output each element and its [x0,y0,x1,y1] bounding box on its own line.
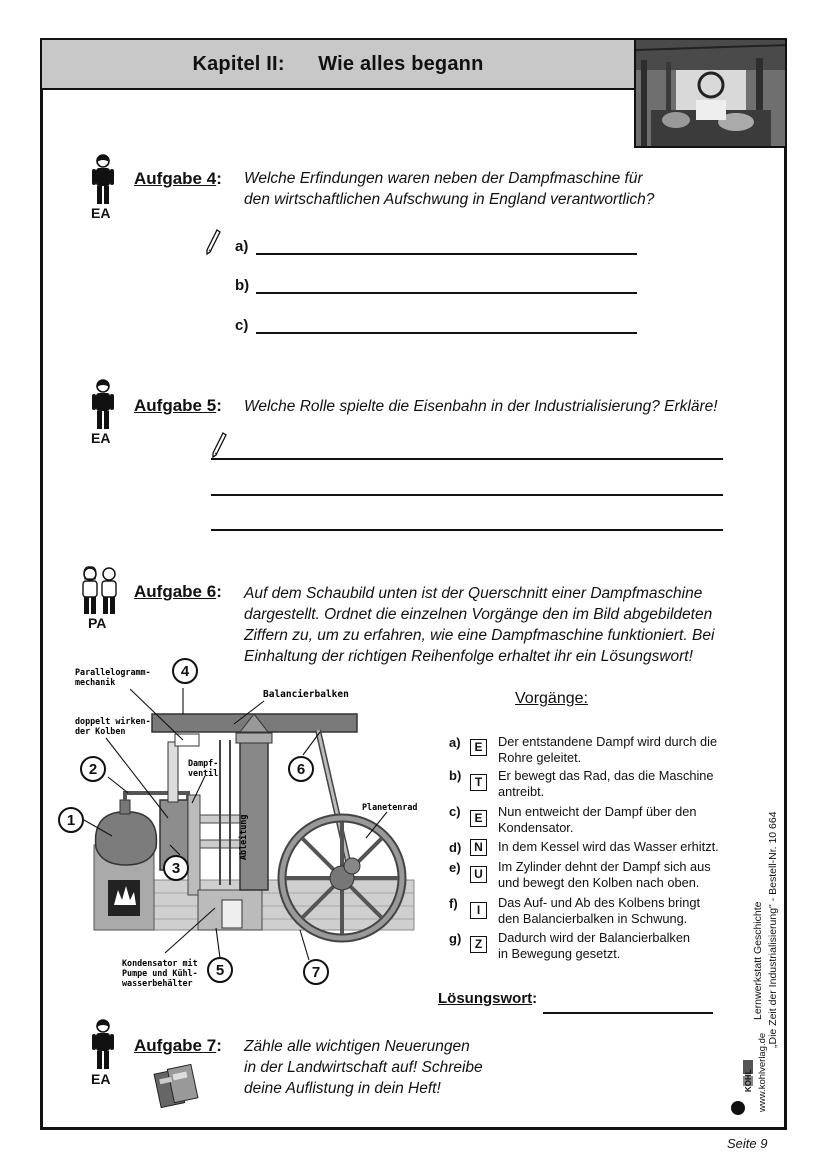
factory-illustration [634,40,785,148]
work-mode-badge: EA [91,430,111,446]
diagram-number: 4 [180,663,190,680]
task-6-label: Aufgabe 6: [134,582,222,601]
process-letter: T [470,774,487,791]
diagram-label: Dampf- [188,758,219,768]
task-7-label: Aufgabe 7: [134,1036,222,1055]
task-5-question: Welche Rolle spielte die Eisenbahn in der Industrialisierung? Erkläre! [244,398,718,415]
diagram-label: Pumpe und Kühl- [122,968,198,978]
diagram-label: mechanik [75,677,116,687]
diagram-number: 6 [296,761,306,778]
process-letter: E [470,739,487,756]
student-icon [90,378,116,432]
diagram-label: Planetenrad [362,802,418,812]
process-letter: E [470,810,487,827]
diagram-number: 2 [88,761,98,778]
process-text: Dadurch wird der Balancierbalken in Bewegung gesetzt. [498,930,691,961]
answer-line[interactable] [256,253,637,255]
process-text: Im Zylinder dehnt der Dampf sich aus und bewegt den Kolben nach oben. [498,859,711,890]
answer-line[interactable] [256,332,637,334]
work-mode-badge: EA [91,1071,111,1087]
chapter-header [42,40,634,90]
work-mode-badge: PA [88,615,107,631]
process-letter: Z [470,936,487,953]
answer-line[interactable] [211,458,723,460]
task-4-question: Welche Erfindungen waren neben der Dampfmaschine für den wirtschaftlichen Aufschwung in England verantwortlich? [244,170,655,208]
process-text: Er bewegt das Rad, das die Maschine antreibt. [498,768,714,799]
solution-word-input[interactable] [543,1012,713,1014]
process-text: Nun entweicht der Dampf über den Kondensator. [498,804,697,835]
answer-line[interactable] [256,292,637,294]
series-title: Lernwerkstatt Geschichte [752,901,764,1020]
diagram-number: 5 [215,962,225,979]
publisher-name: KOHL [744,1069,753,1092]
process-letter: N [470,839,487,856]
diagram-label: Ableitung [238,814,248,860]
page-number: Seite 9 [727,1136,768,1151]
diagram-label: ventil [188,768,219,778]
answer-label-c: c) [235,317,249,334]
process-key: c) [449,804,461,819]
student-icon [90,153,116,207]
partner-icon [78,566,122,616]
vorgaenge-heading: Vorgänge: [515,690,588,707]
student-icon [90,1018,116,1072]
chapter-number: Kapitel II: [192,53,285,75]
page-title [42,53,634,76]
process-key: g) [449,931,462,946]
diagram-label: der Kolben [75,726,126,736]
chapter-title: Wie alles begann [318,53,484,75]
notebook-icon [151,1062,201,1110]
solution-word-label: Lösungswort: [438,990,538,1007]
pencil-icon [211,431,227,459]
task-5-label: Aufgabe 5: [134,396,222,415]
answer-line[interactable] [211,529,723,531]
process-key: a) [449,735,461,750]
diagram-label: doppelt wirken- [75,716,151,726]
book-title-order-number: „Die Zeit der Industrialisierung" - Bestell-Nr. 10 664 [767,811,779,1048]
pencil-icon [205,228,221,256]
steam-engine-diagram [58,650,423,990]
diagram-number: 7 [311,964,321,981]
process-letter: I [470,902,487,919]
diagram-number: 1 [66,812,76,829]
process-key: e) [449,860,461,875]
process-text: Das Auf- und Ab des Kolbens bringt den Balancierbalken in Schwung. [498,895,701,926]
process-key: d) [449,840,462,855]
diagram-label: wasserbehälter [122,978,193,988]
answer-label-a: a) [235,238,249,255]
diagram-label: Kondensator mit [122,958,198,968]
process-text: Der entstandene Dampf wird durch die Rohre geleitet. [498,734,718,765]
diagram-label: Balancierbalken [263,689,349,700]
task-6-instructions: Auf dem Schaubild unten ist der Querschnitt einer Dampfmaschine dargestellt. Ordnet die einzelnen Vorgänge den im Bild abgebildeten Ziffern zu, um zu erfahren, wie eine Dampfmaschine funktioniert. Bei Einhaltung der richtigen Reihenfolge erhaltet ihr ein Lösungswort! [244,585,715,665]
answer-label-b: b) [235,277,250,294]
diagram-number: 3 [171,860,181,877]
answer-line[interactable] [211,494,723,496]
publisher-url: www.kohlverlag.de [757,1032,768,1112]
process-key: f) [449,896,458,911]
task-4-label: Aufgabe 4: [134,169,222,188]
process-letter: U [470,866,487,883]
work-mode-badge: EA [91,205,111,221]
task-7-instructions: Zähle alle wichtigen Neuerungen in der Landwirtschaft auf! Schreibe deine Auflistung in dein Heft! [244,1038,483,1097]
process-key: b) [449,768,462,783]
diagram-label: Parallelogramm- [75,667,151,677]
process-text: In dem Kessel wird das Wasser erhitzt. [498,839,719,854]
